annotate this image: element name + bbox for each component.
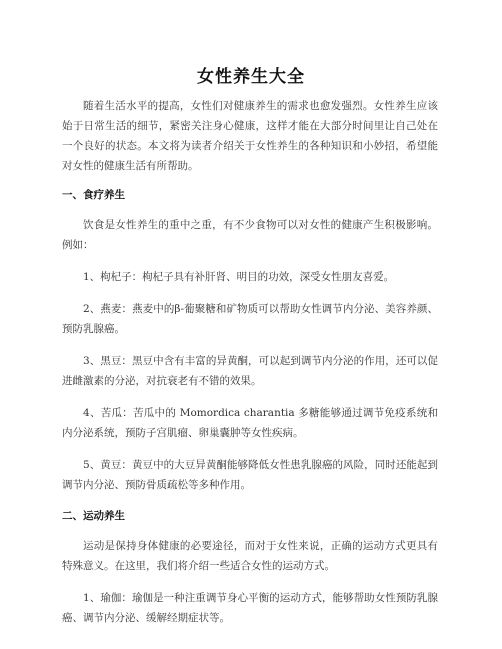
section-lead-diet: 饮食是女性养生的重中之重，有不少食物可以对女性的健康产生积极影响。例如： xyxy=(62,219,438,251)
section-heading-diet: 一、食疗养生 xyxy=(62,189,125,201)
section-lead-exercise: 运动是保持身体健康的必要途径，而对于女性来说，正确的运动方式更具有特殊意义。在这里，我们将介绍一些适合女性的运动方式。 xyxy=(62,540,438,572)
section-heading-exercise: 二、运动养生 xyxy=(62,510,125,522)
document-body xyxy=(62,96,438,640)
list-item: 2、燕麦：燕麦中的β-葡聚糖和矿物质可以帮助女性调节内分泌、美容养颜、预防乳腺癌。 xyxy=(62,303,438,335)
list-item: 5、黄豆：黄豆中的大豆异黄酮能够降低女性患乳腺癌的风险，同时还能起到调节内分泌、预防骨质疏松等多种作用。 xyxy=(62,459,438,491)
list-item: 1、枸杞子：枸杞子具有补肝肾、明目的功效，深受女性朋友喜爱。 xyxy=(83,271,395,283)
list-item: 1、瑜伽：瑜伽是一种注重调节身心平衡的运动方式，能够帮助女性预防乳腺癌、调节内分泌、缓解经期症状等。 xyxy=(62,592,438,624)
intro-paragraph: 随着生活水平的提高，女性们对健康养生的需求也愈发强烈。女性养生应该始于日常生活的细节，紧密关注身心健康，这样才能在大部分时间里让自己处在一个良好的状态。本文将为读者介绍关于女性养生的各种知识和小妙招，希望能对女性的健康生活有所帮助。 xyxy=(62,100,438,172)
list-item: 3、黑豆：黑豆中含有丰富的异黄酮，可以起到调节内分泌的作用，还可以促进雌激素的分泌，对抗衰老有不错的效果。 xyxy=(62,355,438,387)
list-item: 4、苦瓜：苦瓜中的 Momordica charantia 多糖能够通过调节免疫系统和内分泌系统，预防子宫肌瘤、卵巢囊肿等女性疾病。 xyxy=(62,407,438,439)
document-title: 女性养生大全 xyxy=(197,67,305,87)
